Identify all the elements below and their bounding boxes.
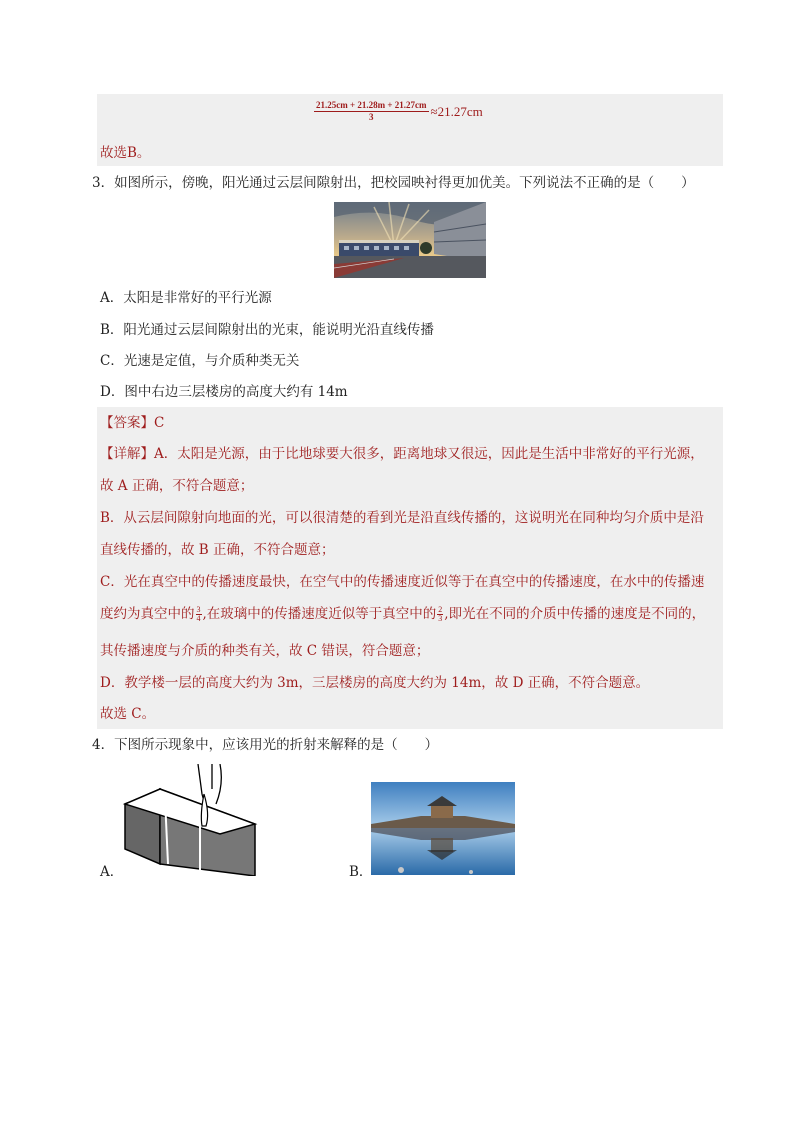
q3-choose: 故选 C。 (100, 706, 156, 722)
detail-label: 【详解】 (100, 446, 154, 462)
sunset-photo-graphic (334, 202, 486, 278)
prev-choose: 故选B。 (100, 145, 151, 161)
q3-detail-line-1 (100, 444, 704, 464)
q3-option-a: A．太阳是非常好的平行光源 (100, 290, 272, 306)
frac2-den: 3 (438, 614, 443, 623)
formula-numerator: 21.25cm + 21.28m + 21.27cm (316, 100, 427, 110)
average-formula (314, 100, 483, 123)
q3-answer (100, 413, 164, 433)
q4-stem: 4．下图所示现象中，应该用光的折射来解释的是（ ） (92, 737, 439, 753)
answer-value: C (154, 415, 165, 431)
q3-detail-line-2: 故 A 正确，不符合题意； (100, 478, 254, 494)
q3-option-b: B．阳光通过云层间隙射出的光束，能说明光沿直线传播 (100, 322, 434, 338)
detail-c2-a: 度约为真空中的 (100, 606, 195, 622)
q3-option-c: C．光速是定值，与介质种类无关 (100, 353, 300, 369)
q3-detail-line-5: C．光在真空中的传播速度最快，在空气中的传播速度近似等于在真空中的传播速度，在水中的传播速 (100, 574, 705, 590)
q4-option-b-label: B． (349, 864, 373, 880)
q3-detail-line-8: D．教学楼一层的高度大约为 3m，三层楼房的高度大约为 14m，故 D 正确，不符合题意。 (100, 675, 650, 691)
q4-option-b-image (371, 782, 515, 875)
q3-detail-line-4: 直线传播的，故 B 正确，不符合题意； (100, 542, 335, 558)
pen-shadow-drawing (120, 764, 260, 876)
frac1-num: 3 (196, 605, 201, 614)
q4-option-a-label: A． (100, 864, 124, 880)
formula-fraction (314, 100, 429, 123)
fraction-three-quarters (196, 606, 202, 623)
detail-c2-c: ,即光在不同的介质中传播的速度是不同的， (444, 606, 706, 622)
q3-sunset-school-photo (334, 202, 486, 278)
frac1-den: 4 (196, 614, 201, 623)
q3-detail-line-6 (100, 604, 705, 624)
formula-result: ≈21.27cm (430, 103, 483, 119)
q3-stem: 3．如图所示，傍晚，阳光通过云层间隙射出，把校园映衬得更加优美。下列说法不正确的是（ ） (92, 175, 695, 191)
reflection-photo-graphic (371, 782, 515, 875)
fraction-two-thirds (437, 606, 443, 623)
q3-detail-line-7: 其传播速度与介质的种类有关，故 C 错误，符合题意； (100, 643, 430, 659)
formula-denominator: 3 (369, 112, 374, 122)
q3-option-d: D．图中右边三层楼房的高度大约有 14m (100, 384, 348, 400)
detail-c2-b: ,在玻璃中的传播速度近似等于真空中的 (202, 606, 437, 622)
answer-label: 【答案】 (100, 415, 154, 431)
q4-option-a-image (120, 764, 260, 876)
detail-text-a1: A．太阳是光源，由于比地球要大很多，距离地球又很远，因此是生活中非常好的平行光源， (154, 446, 704, 462)
frac2-num: 2 (438, 605, 443, 614)
q3-detail-line-3: B．从云层间隙射向地面的光，可以很清楚的看到光是沿直线传播的，这说明光在同种均匀介质中是沿 (100, 510, 704, 526)
